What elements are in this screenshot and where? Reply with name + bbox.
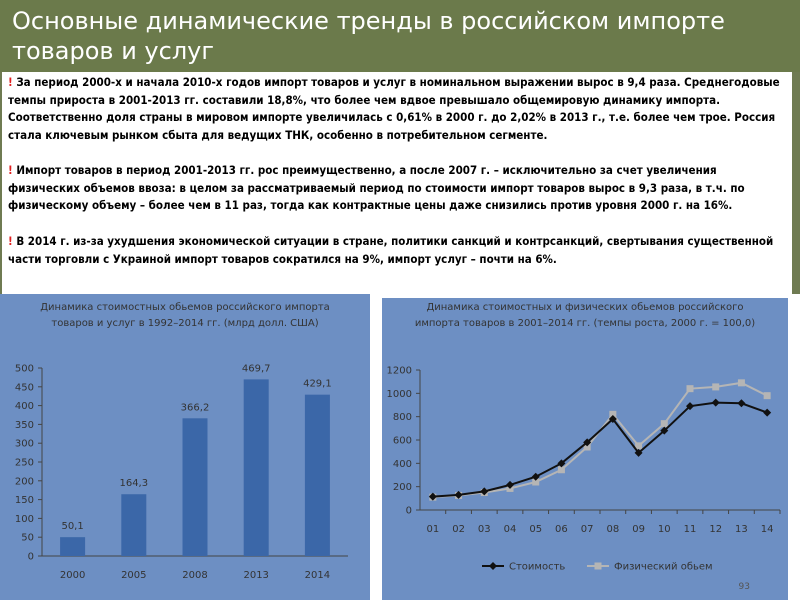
- line-chart-area: [382, 298, 788, 600]
- data-point: [661, 420, 668, 427]
- paragraph-text: За период 2000-х и начала 2010-х годов импорт товаров и услуг в номинальном выражении вырос в 9,4 раза. Среднегодовые темпы прироста в 2001-2013 гг. составили 18,8%, что более чем вдвое превышало общемировую динамику импорта. Соответственно доля страны в мировом импорте увеличилась с 0,61% в 2000 г. до 2,02% в 2013 г., т.е. более чем трое. Россия стала ключевым рынком сбыта для ведущих ТНК, особенно в потребительном сегменте.: [8, 75, 780, 142]
- bar: [60, 537, 85, 556]
- y-tick-label: 450: [14, 382, 34, 394]
- bar: [183, 418, 208, 556]
- legend-label: Стоимость: [509, 561, 566, 573]
- y-tick-label: 600: [392, 435, 412, 447]
- x-tick-label: 01: [426, 524, 440, 535]
- title-bar: [0, 0, 800, 72]
- y-tick-label: 800: [392, 412, 412, 424]
- series-line: [433, 403, 767, 497]
- y-tick-label: 200: [14, 476, 34, 488]
- y-tick-label: 100: [14, 513, 34, 525]
- x-tick-label: 02: [452, 524, 465, 535]
- paragraph-3: [8, 233, 784, 268]
- x-tick-label: 12: [709, 524, 723, 535]
- x-tick-label: 2014: [304, 570, 331, 581]
- x-tick-label: 11: [683, 524, 697, 535]
- bar-chart-panel: [0, 294, 370, 600]
- y-tick-label: 1200: [386, 365, 412, 377]
- paragraph-2: [8, 162, 784, 215]
- x-tick-label: 06: [555, 524, 568, 535]
- y-tick-label: 1000: [386, 388, 412, 400]
- x-tick-label: 08: [606, 524, 620, 535]
- y-tick-label: 0: [27, 551, 34, 563]
- text-panel: [2, 72, 792, 294]
- y-tick-label: 50: [21, 532, 34, 544]
- y-tick-label: 150: [14, 495, 34, 507]
- data-point: [738, 379, 745, 386]
- bar-chart-title: Динамика стоимостных обьемов российского импорта товаров и услуг в 1992–2014 гг. (млрд долл. США): [40, 302, 330, 329]
- bar-value-label: 469,7: [241, 363, 271, 375]
- y-tick-label: 250: [14, 457, 34, 469]
- y-tick-label: 0: [405, 505, 412, 517]
- x-tick-label: 2000: [59, 570, 86, 581]
- data-point: [763, 409, 771, 417]
- x-tick-label: 03: [477, 524, 491, 535]
- page-number: 93: [738, 582, 750, 592]
- x-tick-label: 04: [503, 524, 517, 535]
- x-tick-label: 05: [529, 524, 543, 535]
- x-tick-label: 2013: [243, 570, 269, 581]
- bar-value-label: 429,1: [303, 378, 332, 390]
- line-chart-panel: [370, 294, 800, 600]
- legend-marker: [489, 562, 497, 570]
- paragraph-text: В 2014 г. из-за ухудшения экономической ситуации в стране, политики санкций и контрсанкций, свертывания существенной части торговли с Украиной импорт товаров сократился на 9%, импорт услуг – почти на 6%.: [8, 234, 774, 266]
- bar-chart: [0, 294, 370, 600]
- data-point: [764, 392, 771, 399]
- x-tick-label: 2008: [182, 570, 208, 581]
- data-point: [712, 399, 720, 407]
- data-point: [687, 385, 694, 392]
- legend-marker: [595, 563, 602, 570]
- data-point: [712, 383, 719, 390]
- x-tick-label: 2005: [121, 570, 147, 581]
- exclamation-mark: !: [8, 234, 13, 248]
- bar-value-label: 50,1: [61, 521, 84, 533]
- exclamation-mark: !: [8, 75, 13, 89]
- x-tick-label: 09: [632, 524, 645, 535]
- bar-value-label: 164,3: [119, 478, 149, 490]
- y-tick-label: 200: [392, 482, 412, 494]
- bar-value-label: 366,2: [180, 402, 210, 414]
- y-tick-label: 300: [14, 438, 34, 450]
- legend-label: Физический обьем: [614, 561, 713, 573]
- y-tick-label: 500: [14, 363, 34, 375]
- slide-title: Основные динамические тренды в российском импорте товаров и услуг: [12, 7, 725, 65]
- y-tick-label: 400: [392, 458, 412, 470]
- y-tick-label: 350: [14, 419, 34, 431]
- line-chart-title: Динамика стоимостных и физических обьемов российского импорта товаров в 2001–2014 гг. (темпы роста, 2000 г. = 100,0): [414, 302, 756, 329]
- data-point: [737, 399, 745, 407]
- y-tick-label: 400: [14, 401, 34, 413]
- x-tick-label: 07: [580, 524, 594, 535]
- x-tick-label: 14: [760, 524, 774, 535]
- bar: [305, 395, 330, 556]
- exclamation-mark: !: [8, 163, 13, 177]
- paragraph-1: [8, 74, 784, 144]
- x-tick-label: 13: [735, 524, 748, 535]
- x-tick-label: 10: [657, 524, 671, 535]
- line-chart: [382, 298, 788, 600]
- bar: [121, 494, 146, 556]
- bar: [244, 379, 269, 556]
- paragraph-text: Импорт товаров в период 2001-2013 гг. рос преимущественно, а после 2007 г. – исключительно за счет увеличения физических объемов ввоза: в целом за рассматриваемый период по стоимости импорт товаров вырос в 9,3 раза, в т.ч. по физическому объему – более чем в 11 раз, тогда как контрактные цены даже снизились против уровня 2000 г. на 16%.: [8, 163, 745, 212]
